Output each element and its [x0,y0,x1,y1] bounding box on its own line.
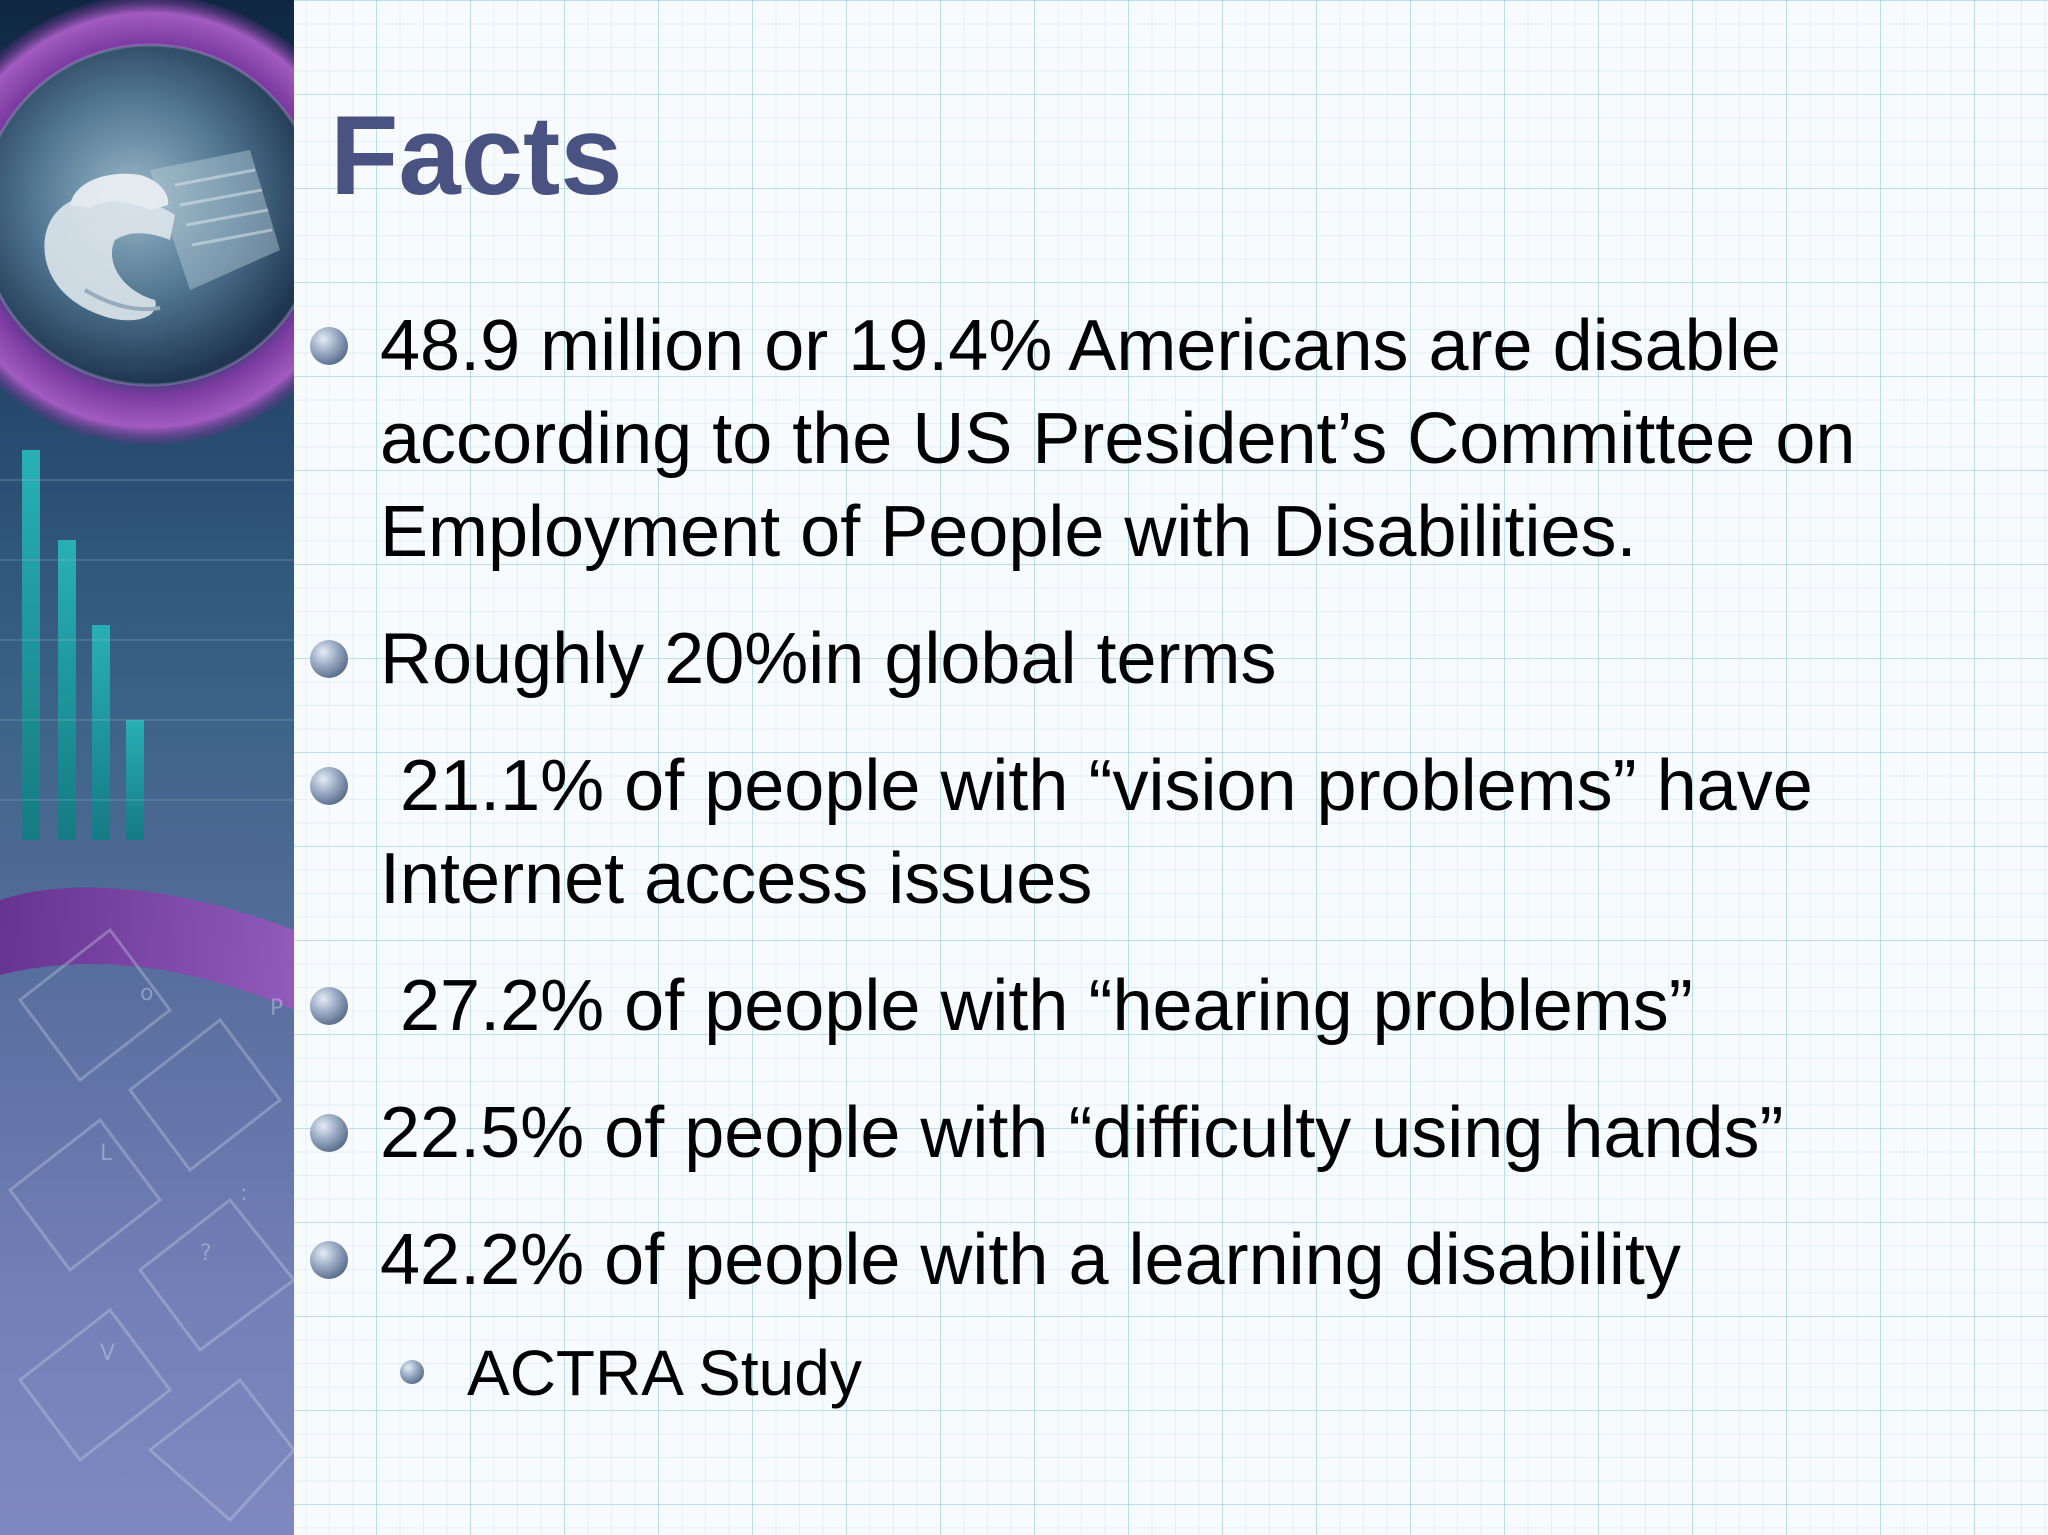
sphere-bullet-icon [400,1360,424,1384]
sphere-bullet-icon [310,1114,348,1152]
bullet-text: Roughly 20%in global terms [380,619,1277,699]
sub-bullet-item [310,1333,2030,1413]
decorative-sidebar [0,0,294,1535]
bullet-text: 21.1% of people with “vision problems” have Internet access issues [380,746,1833,919]
teal-bar-shape [22,450,40,840]
sphere-bullet-icon [310,327,348,365]
bullet-item [310,740,2030,926]
svg-text:P: P [270,996,284,1021]
keyboard-keys-shape [10,930,294,1520]
bullet-item [310,613,2030,706]
bullet-item [310,1214,2030,1307]
sphere-bullet-icon [310,767,348,805]
bullet-text: 22.5% of people with “difficulty using hands” [380,1093,1784,1173]
bullet-text: 42.2% of people with a learning disability [380,1220,1681,1300]
bullet-item [310,960,2030,1053]
bullet-item [310,1087,2030,1180]
bullet-text: ACTRA Study [467,1337,862,1409]
bullet-item [310,300,2030,579]
bullet-text: 27.2% of people with “hearing problems” [380,966,1693,1046]
svg-text::: : [240,1181,248,1206]
sidebar-illustration [0,0,294,1535]
sphere-bullet-icon [310,987,348,1025]
slide-title: Facts [330,93,623,218]
teal-bar-shape [126,720,144,840]
svg-text:?: ? [200,1241,212,1266]
bullet-list [310,300,2030,1447]
sphere-bullet-icon [310,1241,348,1279]
svg-text:o: o [140,981,154,1006]
bullet-text: 48.9 million or 19.4% Americans are disable according to the US President’s Committee on Employment of People with Disabilities. [380,306,1856,572]
svg-text:L: L [100,1141,113,1166]
teal-bar-shape [92,625,110,840]
svg-text:V: V [100,1341,116,1366]
teal-bar-shape [58,540,76,840]
sphere-bullet-icon [310,640,348,678]
